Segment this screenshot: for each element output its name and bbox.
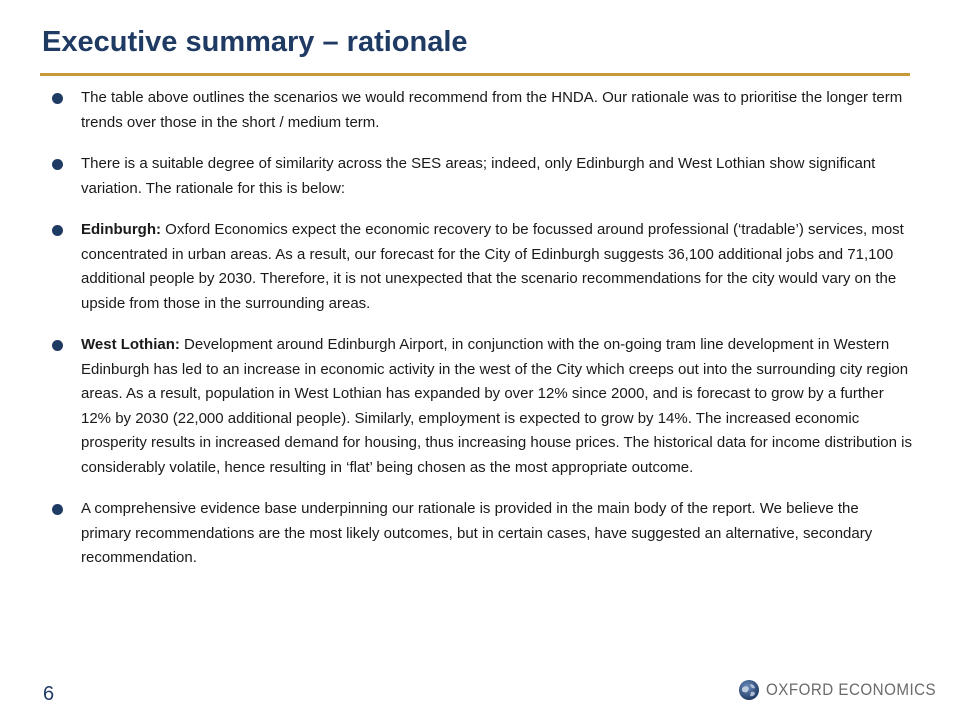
bullet-text: Oxford Economics expect the economic recovery to be focussed around professional (‘tradable’) services, most concentrated in urban areas. As a result, our forecast for the City of Edinburgh suggests 36,100 additional jobs and 71,100 additional people by 2030. Therefore, it is not unexpected that the scenario recommendations for the city would vary on the upside from those in the surrounding areas.	[81, 221, 904, 312]
title-divider	[40, 73, 910, 76]
bullet-text: There is a suitable degree of similarity across the SES areas; indeed, only Edinburgh and West Lothian show significant variation. The rationale for this is below:	[81, 155, 876, 197]
bullet-item	[52, 152, 912, 201]
bullet-text: Development around Edinburgh Airport, in conjunction with the on-going tram line development in Western Edinburgh has led to an increase in economic activity in the west of the City which creeps out into the surrounding city region areas. As a result, population in West Lothian has expanded by over 12% since 2000, and is forecast to grow by a further 12% by 2030 (22,000 additional people). Similarly, employment is expected to grow by 14%. The increased economic prosperity results in increased demand for housing, thus increasing house prices. The historical data for income distribution is considerably volatile, hence resulting in ‘flat’ being chosen as the most appropriate outcome.	[81, 336, 912, 476]
bullet-text: A comprehensive evidence base underpinning our rationale is provided in the main body of the report. We believe the primary recommendations are the most likely outcomes, but in certain cases, have suggested an alternative, secondary recommendation.	[81, 500, 873, 566]
oxford-economics-logo	[738, 678, 951, 702]
bullet-list	[52, 86, 912, 588]
logo-text: OXFORD ECONOMICS	[766, 680, 937, 699]
bullet-dot-icon	[52, 159, 63, 170]
bullet-item-west-lothian	[52, 333, 912, 480]
bullet-dot-icon	[52, 340, 63, 351]
bullet-item-edinburgh	[52, 218, 912, 316]
bullet-text: The table above outlines the scenarios we would recommend from the HNDA. Our rationale was to prioritise the longer term trends over those in the short / medium term.	[81, 89, 903, 131]
bullet-dot-icon	[52, 225, 63, 236]
bullet-lead: Edinburgh:	[81, 221, 161, 238]
slide-title: Executive summary – rationale	[42, 26, 468, 58]
bullet-item	[52, 86, 912, 135]
bullet-dot-icon	[52, 93, 63, 104]
bullet-lead: West Lothian:	[81, 336, 180, 353]
bullet-dot-icon	[52, 504, 63, 515]
page-number: 6	[43, 683, 55, 705]
globe-icon	[738, 679, 760, 701]
bullet-item	[52, 497, 912, 571]
